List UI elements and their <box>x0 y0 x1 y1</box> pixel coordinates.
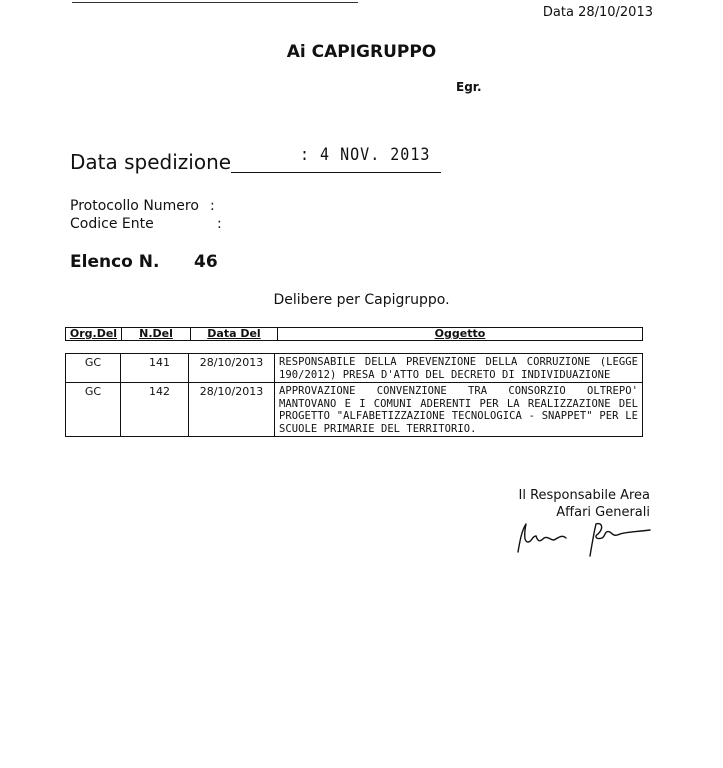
shipment-date-label: Data spedizione <box>70 150 232 174</box>
header-number: N.Del <box>122 328 191 340</box>
header-subject: Oggetto <box>434 327 486 340</box>
list-heading <box>70 252 218 272</box>
header-org: Org.Del <box>66 328 122 340</box>
cell-org: GC <box>66 354 121 382</box>
signatory-title: Il Responsabile Area <box>518 488 650 503</box>
shipment-date-stamp: : 4 NOV. 2013 <box>300 144 431 165</box>
deliberations-table <box>65 353 643 437</box>
cell-subject: APPROVAZIONE CONVENZIONE TRA CONSORZIO OLTREPO' MANTOVANO E I COMUNI ADERENTI PER LA REALIZZAZIONE DEL PROGETTO "ALFABETIZZAZIONE TECNOLOGICA - SNAPPET" PER LE SCUOLE PRIMARIE DEL TERRITORIO. <box>279 385 638 435</box>
protocol-colon: : <box>210 198 215 214</box>
entity-code-field <box>70 216 222 232</box>
handwritten-signature <box>510 518 660 560</box>
header-date: Data Del <box>191 328 278 340</box>
cell-subject: RESPONSABILE DELLA PREVENZIONE DELLA CORRUZIONE (LEGGE 190/2012) PRESA D'ATTO DEL DECRETO DI INDIVIDUAZIONE <box>279 356 638 381</box>
list-label: Elenco N. <box>70 252 160 272</box>
top-divider <box>72 2 358 3</box>
document-date: Data 28/10/2013 <box>542 5 653 20</box>
cell-org: GC <box>66 383 121 436</box>
signatory-department: Affari Generali <box>556 505 650 520</box>
table-header <box>65 327 643 341</box>
entity-code-label: Codice Ente <box>70 216 154 232</box>
cell-date: 28/10/2013 <box>189 383 275 436</box>
list-subtitle: Delibere per Capigruppo. <box>273 292 450 308</box>
recipient-title: Ai CAPIGRUPPO <box>286 42 437 62</box>
cell-number: 142 <box>121 383 189 436</box>
cell-number: 141 <box>121 354 189 382</box>
cell-date: 28/10/2013 <box>189 354 275 382</box>
entity-colon: : <box>217 216 222 232</box>
table-row <box>66 383 642 436</box>
protocol-number-field <box>70 198 215 214</box>
table-row <box>66 354 642 383</box>
protocol-number-label: Protocollo Numero <box>70 198 199 214</box>
shipment-date-line <box>231 172 441 173</box>
list-number: 46 <box>194 252 218 272</box>
salutation: Egr. <box>456 80 482 94</box>
